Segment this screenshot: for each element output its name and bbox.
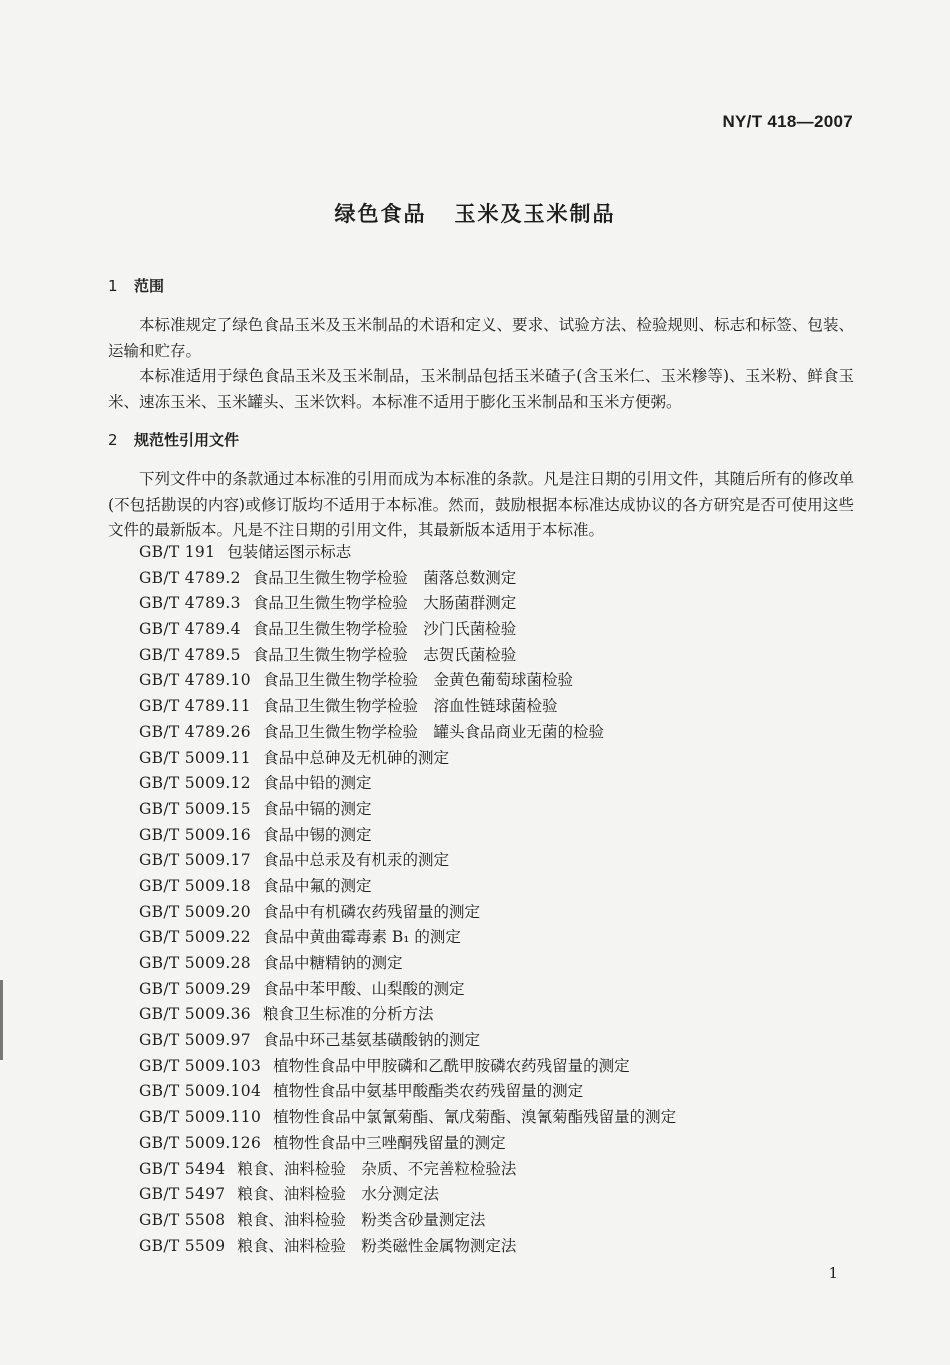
reference-title: 包装储运图示标志 <box>227 543 352 561</box>
reference-title: 粮食卫生标准的分析方法 <box>262 1005 434 1024</box>
reference-title: 食品中苯甲酸、山梨酸的测定 <box>262 979 465 998</box>
reference-title: 食品卫生微生物学检验 沙门氏菌检验 <box>252 620 517 639</box>
reference-list <box>139 540 676 1259</box>
section-number: 2 <box>108 431 118 449</box>
reference-item <box>139 925 676 951</box>
scan-edge-mark <box>0 980 3 1060</box>
title-part-1: 绿色食品 <box>334 202 427 226</box>
title-part-2: 玉米及玉米制品 <box>454 202 616 226</box>
reference-code: GB/T 5009.18 <box>139 876 251 895</box>
reference-item <box>139 1028 676 1054</box>
reference-title: 植物性食品中甲胺磷和乙酰甲胺磷农药残留量的测定 <box>273 1056 630 1075</box>
reference-code: GB/T 5009.17 <box>139 851 251 870</box>
document-title <box>0 198 950 228</box>
reference-item <box>139 1002 676 1028</box>
reference-code: GB/T 4789.4 <box>139 620 241 639</box>
reference-code: GB/T 5009.11 <box>139 748 251 767</box>
reference-item <box>139 797 676 823</box>
reference-item <box>139 951 676 977</box>
reference-title: 植物性食品中氨基甲酸酯类农药残留量的测定 <box>273 1082 584 1101</box>
reference-code: GB/T 191 <box>139 543 216 561</box>
reference-item <box>139 1208 676 1234</box>
reference-code: GB/T 5009.12 <box>139 774 251 793</box>
reference-code: GB/T 4789.3 <box>139 594 241 613</box>
reference-code: GB/T 5497 <box>139 1185 226 1204</box>
reference-item <box>139 874 676 900</box>
reference-code: GB/T 4789.26 <box>139 722 251 741</box>
reference-item <box>139 977 676 1003</box>
reference-title: 食品卫生微生物学检验 大肠菌群测定 <box>252 594 517 613</box>
reference-item <box>139 566 676 592</box>
reference-item <box>139 540 676 566</box>
section-number: 1 <box>108 277 118 295</box>
scope-paragraph-1: 本标准规定了绿色食品玉米及玉米制品的术语和定义、要求、试验方法、检验规则、标志和标签、包装、运输和贮存。 <box>108 316 854 360</box>
reference-code: GB/T 5509 <box>139 1236 226 1255</box>
reference-item <box>139 720 676 746</box>
reference-item <box>139 900 676 926</box>
reference-code: GB/T 5009.22 <box>139 928 251 947</box>
section-2-heading <box>108 429 239 450</box>
reference-code: GB/T 5009.16 <box>139 825 251 844</box>
reference-item <box>139 848 676 874</box>
reference-title: 食品卫生微生物学检验 罐头食品商业无菌的检验 <box>262 722 604 741</box>
reference-title: 食品中总汞及有机汞的测定 <box>262 851 449 870</box>
reference-code: GB/T 5508 <box>139 1210 226 1229</box>
reference-title: 食品中黄曲霉毒素 B₁ 的测定 <box>262 928 461 947</box>
reference-code: GB/T 5494 <box>139 1159 226 1178</box>
page-number: 1 <box>828 1264 838 1282</box>
reference-title: 植物性食品中氯氰菊酯、氰戊菊酯、溴氰菊酯残留量的测定 <box>273 1108 677 1127</box>
reference-title: 植物性食品中三唑酮残留量的测定 <box>273 1133 506 1152</box>
reference-item <box>139 694 676 720</box>
section-title: 范围 <box>134 277 165 295</box>
reference-title: 食品中镉的测定 <box>262 799 372 818</box>
reference-title: 粮食、油料检验 粉类含砂量测定法 <box>237 1210 486 1229</box>
reference-code: GB/T 4789.2 <box>139 568 241 587</box>
reference-title: 食品卫生微生物学检验 菌落总数测定 <box>252 568 517 587</box>
reference-code: GB/T 5009.110 <box>139 1108 262 1127</box>
reference-item <box>139 1131 676 1157</box>
reference-code: GB/T 4789.11 <box>139 697 251 716</box>
reference-code: GB/T 5009.97 <box>139 1031 251 1050</box>
reference-title: 食品中环己基氨基磺酸钠的测定 <box>262 1031 480 1050</box>
section-1-heading <box>108 275 164 296</box>
reference-title: 食品卫生微生物学检验 志贺氏菌检验 <box>252 645 517 664</box>
reference-item <box>139 746 676 772</box>
reference-item <box>139 823 676 849</box>
reference-code: GB/T 5009.36 <box>139 1005 251 1024</box>
reference-title: 食品中总砷及无机砷的测定 <box>262 748 449 767</box>
reference-item <box>139 1079 676 1105</box>
reference-item <box>139 1182 676 1208</box>
reference-title: 食品中铅的测定 <box>262 774 372 793</box>
reference-code: GB/T 5009.15 <box>139 799 251 818</box>
reference-item <box>139 617 676 643</box>
reference-code: GB/T 5009.103 <box>139 1056 262 1075</box>
reference-code: GB/T 5009.20 <box>139 902 251 921</box>
section-title: 规范性引用文件 <box>134 431 240 449</box>
reference-title: 粮食、油料检验 水分测定法 <box>237 1185 439 1204</box>
reference-title: 食品中氟的测定 <box>262 876 372 895</box>
reference-title: 食品中有机磷农药残留量的测定 <box>262 902 480 921</box>
scope-paragraph-2: 本标准适用于绿色食品玉米及玉米制品，玉米制品包括玉米碴子(含玉米仁、玉米糁等)、玉米粉、鲜食玉米、速冻玉米、玉米罐头、玉米饮料。本标准不适用于膨化玉米制品和玉米方便粥。 <box>108 367 854 411</box>
reference-item <box>139 1157 676 1183</box>
reference-item <box>139 771 676 797</box>
reference-title: 食品中锡的测定 <box>262 825 372 844</box>
reference-code: GB/T 4789.5 <box>139 645 241 664</box>
reference-item <box>139 1105 676 1131</box>
reference-item <box>139 1054 676 1080</box>
reference-code: GB/T 5009.29 <box>139 979 251 998</box>
reference-title: 食品卫生微生物学检验 金黄色葡萄球菌检验 <box>262 671 573 690</box>
reference-code: GB/T 4789.10 <box>139 671 251 690</box>
reference-code: GB/T 5009.28 <box>139 954 251 972</box>
reference-item <box>139 1234 676 1260</box>
reference-item <box>139 591 676 617</box>
standard-code: NY/T 418—2007 <box>722 112 853 131</box>
reference-item <box>139 643 676 669</box>
reference-title: 食品卫生微生物学检验 溶血性链球菌检验 <box>262 697 558 716</box>
reference-title: 食品中糖精钠的测定 <box>262 954 403 972</box>
references-intro-paragraph: 下列文件中的条款通过本标准的引用而成为本标准的条款。凡是注日期的引用文件，其随后所有的修改单(不包括勘误的内容)或修订版均不适用于本标准。然而，鼓励根据本标准达成协议的各方研究是否可使用这些文件的最新版本。凡是不注日期的引用文件，其最新版本适用于本标准。 <box>108 470 854 539</box>
reference-title: 粮食、油料检验 杂质、不完善粒检验法 <box>237 1159 517 1178</box>
reference-item <box>139 668 676 694</box>
reference-title: 粮食、油料检验 粉类磁性金属物测定法 <box>237 1236 517 1255</box>
reference-code: GB/T 5009.126 <box>139 1133 262 1152</box>
reference-code: GB/T 5009.104 <box>139 1082 262 1101</box>
